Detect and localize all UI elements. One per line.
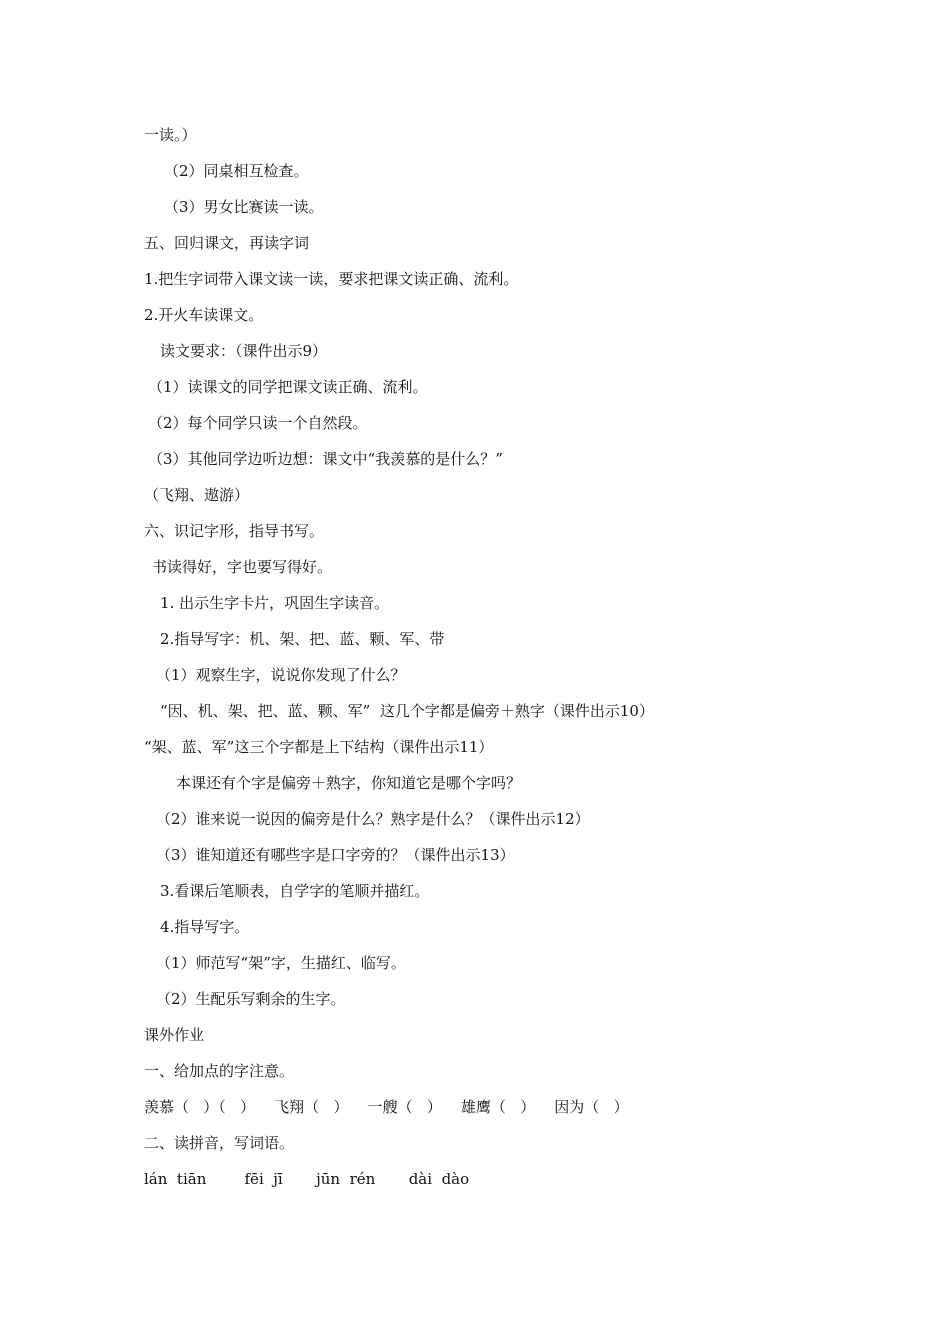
text-line: 读文要求：（课件出示9） xyxy=(160,342,328,360)
text-line: 4.指导写字。 xyxy=(160,918,250,936)
text-line: （3）男女比赛读一读。 xyxy=(164,198,324,216)
text-line: 2.指导写字：机、架、把、蓝、颗、军、带 xyxy=(160,630,445,648)
text-line: 1. 出示生字卡片，巩固生字读音。 xyxy=(160,594,390,612)
text-line: 3.看课后笔顺表，自学字的笔顺并描红。 xyxy=(160,882,430,900)
text-line: 1.把生字词带入课文读一读，要求把课文读正确、流利。 xyxy=(144,270,519,288)
text-line: （1）观察生字，说说你发现了什么？ xyxy=(156,666,406,684)
text-line: （3）谁知道还有哪些字是口字旁的？（课件出示13） xyxy=(156,846,515,864)
section-heading: 课外作业 xyxy=(144,1026,205,1044)
text-line: 书读得好，字也要写得好。 xyxy=(152,558,333,576)
text-line: 二、读拼音，写词语。 xyxy=(144,1134,295,1152)
section-heading: 五、回归课文，再读字词 xyxy=(144,234,310,252)
text-line: “架、蓝、军”这三个字都是上下结构（课件出示11） xyxy=(144,738,494,756)
text-line: （2）生配乐写剩余的生字。 xyxy=(156,990,346,1008)
text-line: （2）每个同学只读一个自然段。 xyxy=(148,414,368,432)
text-line: 2.开火车读课文。 xyxy=(144,306,264,324)
text-line: （飞翔、遨游） xyxy=(144,486,250,504)
text-line: “因、机、架、把、蓝、颗、军” 这几个字都是偏旁＋熟字（课件出示10） xyxy=(160,702,654,720)
text-line: （1）读课文的同学把课文读正确、流利。 xyxy=(148,378,428,396)
text-line: 一、给加点的字注意。 xyxy=(144,1062,295,1080)
text-line: 本课还有个字是偏旁＋熟字，你知道它是哪个字吗？ xyxy=(176,774,522,792)
text-line: 一读。） xyxy=(144,126,197,144)
text-line: （1）师范写“架”字，生描红、临写。 xyxy=(156,954,406,972)
text-line: （2）同桌相互检查。 xyxy=(164,162,309,180)
exercise-line: 羡慕（ ）（ ） 飞翔（ ） 一艘（ ） 雄鹰（ ） 因为（ ） xyxy=(144,1098,629,1116)
pinyin-line: lán tiān fēi jī jūn rén dài dào xyxy=(144,1170,470,1188)
text-line: （3）其他同学边听边想：课文中“我羡慕的是什么？” xyxy=(148,450,503,468)
text-line: （2）谁来说一说因的偏旁是什么？熟字是什么？（课件出示12） xyxy=(156,810,590,828)
section-heading: 六、识记字形，指导书写。 xyxy=(144,522,325,540)
